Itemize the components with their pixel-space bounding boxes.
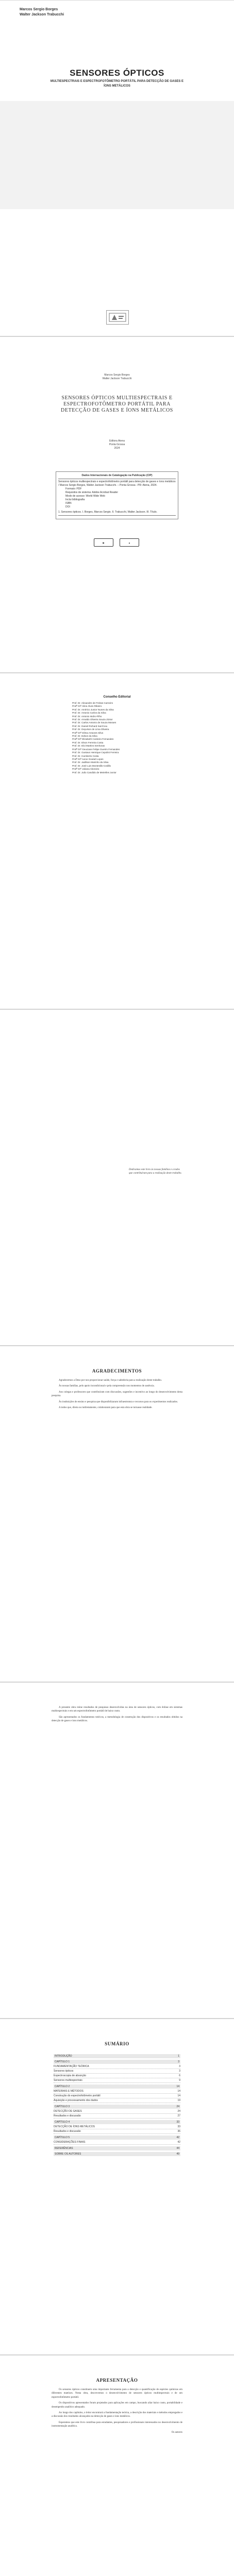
toc-item-label: CAPÍTULO 3: [55, 2105, 70, 2108]
toc-item-label: DETECÇÃO DE GASES: [54, 2110, 82, 2113]
toc-item-label: Construção do espectrofotômetro portátil: [54, 2094, 101, 2097]
google-play-icon: ▲: [120, 538, 139, 547]
toc-item-page: 44: [176, 2147, 179, 2150]
ack-paragraph: Agradecemos a Deus por nos proporcionar saúde, força e sabedoria para a realização deste trabalho.: [59, 1379, 162, 1382]
ack-paragraph: Aos colegas e professores que contribuíram com discussões, sugestões e incentivo ao longo do desenvolvimento desta pesquisa.: [52, 1391, 182, 1398]
toc-item[interactable]: [54, 2125, 180, 2129]
toc-item[interactable]: [54, 2136, 180, 2140]
acknowledgments-page: [0, 1346, 234, 1682]
toc-item-label: Resultados e discussão: [54, 2130, 81, 2133]
toc-item-page: 33: [177, 2125, 180, 2128]
toc-item[interactable]: [54, 2084, 180, 2089]
council-member: Prof. Dr. Eloi Martins Senhoras: [72, 744, 105, 748]
council-member: Profª Drª Ivone Goulart Lopes: [72, 757, 104, 760]
ack-paragraph: Às instituições de ensino e pesquisa que disponibilizaram infraestrutura e recursos para os experimentos realizados.: [59, 1400, 178, 1403]
cover-author-1: Marcos Sergio Borges: [20, 8, 58, 11]
council-member: Prof. Dr. Carlos Antonio de Souza Moraes: [72, 721, 116, 724]
toc-item[interactable]: [54, 2140, 180, 2145]
toc-item-page: 9: [179, 2079, 180, 2082]
catalog-card: [56, 471, 178, 519]
toc-item[interactable]: [54, 2074, 180, 2078]
catalog-entry-requirements: Requisitos de sistema: Adobe Acrobat Reader: [65, 491, 119, 494]
toc-item[interactable]: [54, 2129, 180, 2134]
toc-item-label: Resultados e discussão: [54, 2114, 81, 2117]
cover-image-band: [0, 101, 234, 209]
toc-item-page: 19: [177, 2099, 180, 2102]
halftitle-publisher: Editora Atena: [109, 439, 125, 443]
toc-item-label: CONSIDERAÇÕES FINAIS: [54, 2141, 86, 2144]
council-member: Prof. Dr. Américo Junior Nunes da Silva: [72, 708, 114, 711]
toc-item-label: Sensores multiespectrais: [54, 2079, 82, 2082]
toc-item-page: 14: [177, 2090, 180, 2093]
toc-item-label: Espectroscopia de absorção: [54, 2074, 87, 2077]
presentation-signature: Os autores: [171, 2431, 182, 2434]
toc-item[interactable]: [54, 2109, 180, 2114]
council-member: Prof. Dr. Humberto Costa: [72, 754, 99, 757]
halftitle-imprint: [0, 439, 234, 450]
toc-item-page: 3: [179, 2070, 180, 2073]
council-member: Prof. Dr. Gustavo Henrique Cepolini Ferreira: [72, 751, 119, 754]
presentation-paragraph: Os dispositivos apresentados foram projetados para aplicações em campo, buscando aliar baixo custo, portabilidade e desempenho analítico adequado.: [52, 2402, 182, 2409]
halftitle-place: Ponta Grossa: [109, 443, 125, 446]
cover-page: [0, 0, 234, 336]
toc-item-page: 14: [177, 2094, 180, 2097]
presentation-title: APRESENTAÇÃO: [96, 2378, 138, 2383]
atena-logo-icon: [109, 313, 126, 322]
council-member: Prof. Dr. Julio Candido de Meirelles Junior: [72, 771, 116, 774]
catalog-entry-doi: DOI: [65, 505, 70, 509]
toc-item-page: 24: [177, 2110, 180, 2113]
catalog-entry-isbn: ISBN: [65, 502, 72, 505]
council-member: Prof. Dr. Daniel Richard Sant'Ana: [72, 724, 108, 727]
cover-subtitle: MULTIESPECTRAIS E ESPECTROFOTÔMETRO PORTÁTIL PARA DETECÇÃO DE GASES E ÍONS METÁLICOS: [50, 80, 184, 88]
council-member: Profª Drª Aline Alves Ribeiro: [72, 705, 102, 708]
catalog-entry-bibliography: Inclui bibliografia: [65, 498, 85, 501]
preface-body: [52, 1706, 182, 1725]
toc-item-label: Aquisição e processamento dos dados: [54, 2099, 98, 2102]
toc-item-page: 49: [176, 2153, 179, 2156]
toc-item-page: 33: [176, 2121, 179, 2124]
app-store-icon: ▶: [94, 538, 113, 547]
council-member: Prof. Dr. Alexandre de Freitas Carneiro: [72, 702, 113, 704]
toc-item[interactable]: [54, 2060, 180, 2064]
catalog-entry-subjects: 1. Sensores ópticos. I. Borges, Marcos Sergio. II. Trabucchi, Walter Jackson. III. Título.: [58, 511, 158, 514]
toc-item[interactable]: [54, 2089, 180, 2094]
toc-item[interactable]: [54, 2120, 180, 2124]
preface-paragraph: São apresentados os fundamentos teóricos, a metodologia de construção dos dispositivos e os resultados obtidos na detecção de gases e íons metálicos.: [52, 1716, 182, 1723]
toc-item[interactable]: [54, 2069, 180, 2074]
toc-item[interactable]: [54, 2152, 180, 2156]
summary-title: SUMÁRIO: [105, 2041, 129, 2046]
toc-item-page: 42: [177, 2141, 180, 2144]
catalog-entry-format: Formato: PDF: [65, 487, 82, 490]
toc-item-page: 36: [177, 2130, 180, 2133]
toc-item-label: CAPÍTULO 4: [55, 2121, 70, 2124]
halftitle-author-1: Marcos Sergio Borges: [104, 374, 130, 377]
council-member: Profª Drª Elizabeth Cordeiro Fernandes: [72, 738, 114, 741]
toc-item-page: 24: [176, 2105, 179, 2108]
acknowledgments-body: [52, 1379, 182, 1412]
presentation-paragraph: Esperamos que este livro contribua para estudantes, pesquisadores e profissionais interessados no desenvolvimento de instrumentação analítica.: [52, 2421, 182, 2428]
toc-item-page: 6: [179, 2074, 180, 2077]
toc-item-label: SOBRE OS AUTORES: [55, 2153, 81, 2156]
council-member: Prof. Dr. Elson Ferreira Costa: [72, 741, 104, 744]
toc-item-page: 3: [179, 2065, 180, 2068]
council-list: [72, 702, 162, 774]
toc-item[interactable]: [54, 2146, 180, 2150]
dedication-page: [0, 1009, 234, 1345]
toc-item[interactable]: [54, 2054, 180, 2058]
toc-item[interactable]: [54, 2078, 180, 2083]
presentation-page: [0, 2355, 234, 2576]
presentation-paragraph: Os sensores ópticos constituem uma importante ferramenta para a detecção e quantificação de espécies químicas em diferentes matrizes. Nesta obra, descrevemos o desenvolvimento de sensores ópticos multiespectrais e de um espectrofotômetro portátil.: [52, 2388, 182, 2399]
summary-page: [0, 2019, 234, 2354]
toc-item-label: REFERÊNCIAS: [55, 2147, 73, 2150]
ack-paragraph: Às nossas famílias, pelo apoio incondicional e pela compreensão nos momentos de ausência.: [59, 1385, 155, 1388]
catalog-entry-main: Sensores ópticos multiespectrais e espectrofotômetro portátil para detecção de gases e íons metálicos / Marcos Sergio Borges, Walter Jackson Trabucchi. – Ponta Grossa - PR: Atena, 2024.: [58, 480, 176, 487]
toc-item-page: 1: [178, 2055, 179, 2058]
toc-item-label: Sensores ópticos: [54, 2070, 74, 2073]
cover-title: SENSORES ÓPTICOS: [70, 68, 164, 78]
acknowledgments-title: AGRADECIMENTOS: [92, 1368, 142, 1374]
toc-item-label: MATERIAIS E MÉTODOS: [54, 2090, 83, 2093]
catalog-header: Dados Internacionais de Catalogação na Publicação (CIP): [81, 474, 153, 477]
toc-item-page: 14: [176, 2085, 179, 2088]
toc-item[interactable]: [54, 2114, 180, 2119]
halftitle-author-2: Walter Jackson Trabucchi: [102, 377, 132, 380]
council-member: Prof. Dr. José Luis Montesillo-Cedillo: [72, 764, 111, 767]
half-title-page: [0, 336, 234, 672]
cover-authors: [20, 7, 64, 18]
presentation-body: [52, 2388, 182, 2436]
publisher-logo: [106, 310, 129, 325]
toc-item-label: CAPÍTULO 1: [55, 2060, 70, 2063]
toc-item[interactable]: [54, 2064, 180, 2069]
toc-item-page: 42: [176, 2136, 179, 2139]
council-member: Profª Drª Juliana Abonizio: [72, 768, 99, 771]
catalog-entry-access: Modo de acesso: World Wide Web: [65, 495, 105, 498]
council-title: Conselho Editorial: [103, 696, 131, 699]
halftitle-authors: [0, 374, 234, 381]
summary-list: [54, 2053, 180, 2157]
council-member: Prof. Dr. Jadilson Marinho da Silva: [72, 761, 109, 764]
halftitle-year: 2024: [114, 447, 120, 450]
preface-text-page: [0, 1682, 234, 2018]
council-member: Prof. Dr. Arnaldo Oliveira Souza Júnior: [72, 718, 113, 721]
toc-item-label: INTRODUÇÃO: [55, 2055, 72, 2058]
council-member: Prof. Dr. Deyvison de Lima Oliveira: [72, 728, 109, 731]
editorial-council-page: [0, 673, 234, 1009]
ack-paragraph: A todos que, direta ou indiretamente, colaboraram para que esta obra se tornasse realidade.: [59, 1406, 153, 1410]
toc-item-label: DETECÇÃO DE ÍONS METÁLICOS: [54, 2125, 95, 2128]
presentation-paragraph: Ao longo dos capítulos, o leitor encontrará a fundamentação teórica, a descrição dos materiais e métodos empregados e a discussão dos resultados alcançados na detecção de gases e íons metálicos.: [52, 2412, 182, 2418]
toc-item[interactable]: [54, 2094, 180, 2098]
preface-paragraph: A presente obra reúne resultados de pesquisas desenvolvidas na área de sensores ópticos, com ênfase em sistemas multiespectrais e em um espectrofotômetro portátil de baixo custo.: [52, 1706, 182, 1713]
toc-item-label: FUNDAMENTAÇÃO TEÓRICA: [54, 2065, 89, 2068]
store-badges: [92, 538, 143, 547]
toc-item[interactable]: [54, 2105, 180, 2109]
council-member: Profª Drª Geuciane Felipe Guerim Fernandes: [72, 748, 120, 751]
cover-author-2: Walter Jackson Trabucchi: [20, 13, 64, 16]
council-member: Prof. Dr. Antonio Carlos da Silva: [72, 711, 106, 715]
toc-item-page: 3: [178, 2060, 179, 2063]
halftitle-title: SENSORES ÓPTICOS MULTIESPECTRAIS E ESPECTROFOTÔMETRO PORTÁTIL PARA DETECÇÃO DE GASES E ÍONS METÁLICOS: [61, 395, 173, 413]
toc-item-page: 27: [177, 2114, 180, 2117]
toc-item-label: CAPÍTULO 2: [55, 2085, 70, 2088]
council-member: Prof. Dr. Antonio Isidro-Filho: [72, 715, 102, 718]
dedication-text: Dedicamos este livro às nossas famílias e a todos que contribuíram para a realização deste trabalho.: [129, 1168, 182, 1175]
council-member: Profª Drª Dilma Antunes Silva: [72, 731, 104, 734]
council-member: Prof. Dr. Edson da Silva: [72, 735, 97, 738]
toc-item[interactable]: [54, 2098, 180, 2103]
toc-item-label: CAPÍTULO 5: [55, 2136, 70, 2139]
